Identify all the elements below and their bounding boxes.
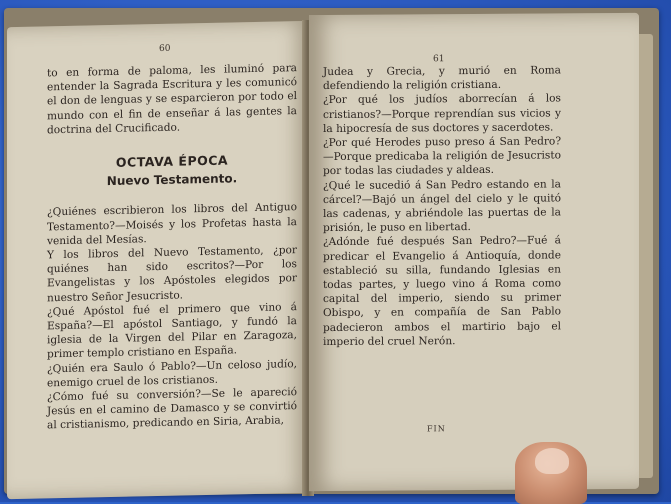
- thumbnail-nail: [535, 448, 569, 474]
- section-heading: OCTAVA ÉPOCA: [115, 152, 229, 170]
- left-paragraph-2: Y los libros del Nuevo Testamento, ¿por quiénes han sido escritos?—Por los Evangelistas y los Apóstoles elegidos por nuestro Señor Jesucristo.: [47, 244, 297, 304]
- right-paragraph-4: ¿Qué le sucedió á San Pedro estando en la cárcel?—Bajó un ángel del cielo y le quitó las cadenas, y abriéndole las puertas de la prisión, le puso en libertad.: [323, 178, 561, 235]
- right-page-number: 61: [433, 54, 445, 65]
- left-paragraph-3: ¿Qué Apóstol fué el primero que vino á España?—El apóstol Santiago, y fundó la iglesia de la Virgen del Pilar en Zaragoza, primer templo cristiano en España.: [47, 300, 297, 361]
- left-page: [7, 21, 309, 499]
- end-mark: FIN: [427, 424, 446, 434]
- right-paragraph-2: ¿Por qué los judíos aborrecían á los cristianos?—Porque reprendían sus vicios y la hipocresía de sus doctores y sacerdotes.: [323, 92, 561, 135]
- left-page-number: 60: [159, 43, 171, 54]
- right-paragraph-3: ¿Por qué Herodes puso preso á San Pedro?—Porque predicaba la religión de Jesucristo por todas las ciudades y aldeas.: [323, 135, 561, 178]
- page-edges: [639, 34, 653, 478]
- right-page: [309, 13, 639, 491]
- left-paragraph-1: ¿Quiénes escribieron los libros del Antiguo Testamento?—Moisés y los Profetas hasta la venida del Mesías.: [47, 201, 297, 248]
- right-paragraph-1: Judea y Grecia, y murió en Roma defendiendo la religión cristiana.: [323, 64, 561, 93]
- left-paragraph-4: ¿Quién era Saulo ó Pablo?—Un celoso judío, enemigo cruel de los cristianos.: [47, 357, 297, 390]
- section-subheading: Nuevo Testamento.: [106, 171, 238, 189]
- left-intro-paragraph: to en forma de paloma, les iluminó para entender la Sagrada Escritura y les comunicó el don de lenguas y se esparcieron por todo el mundo con el fin de enseñar á las gentes la doctrina del Crucificado.: [47, 62, 297, 137]
- left-paragraph-5: ¿Cómo fué su conversión?—Se le apareció Jesús en el camino de Damasco y se convirtió al cristianismo, predicando en Siria, Arabia,: [47, 386, 297, 432]
- right-page-text: [323, 63, 561, 349]
- left-page-text: [47, 61, 297, 433]
- right-paragraph-5: ¿Adónde fué después San Pedro?—Fué á predicar el Evangelio á Antioquía, donde estableció su silla, fundando Iglesias en todas partes, y luego vino á Roma como capital del imperio, siendo su primer Obispo, y en compañía de San Pablo padecieron ambos el martirio bajo el imperio del cruel Nerón.: [323, 234, 561, 348]
